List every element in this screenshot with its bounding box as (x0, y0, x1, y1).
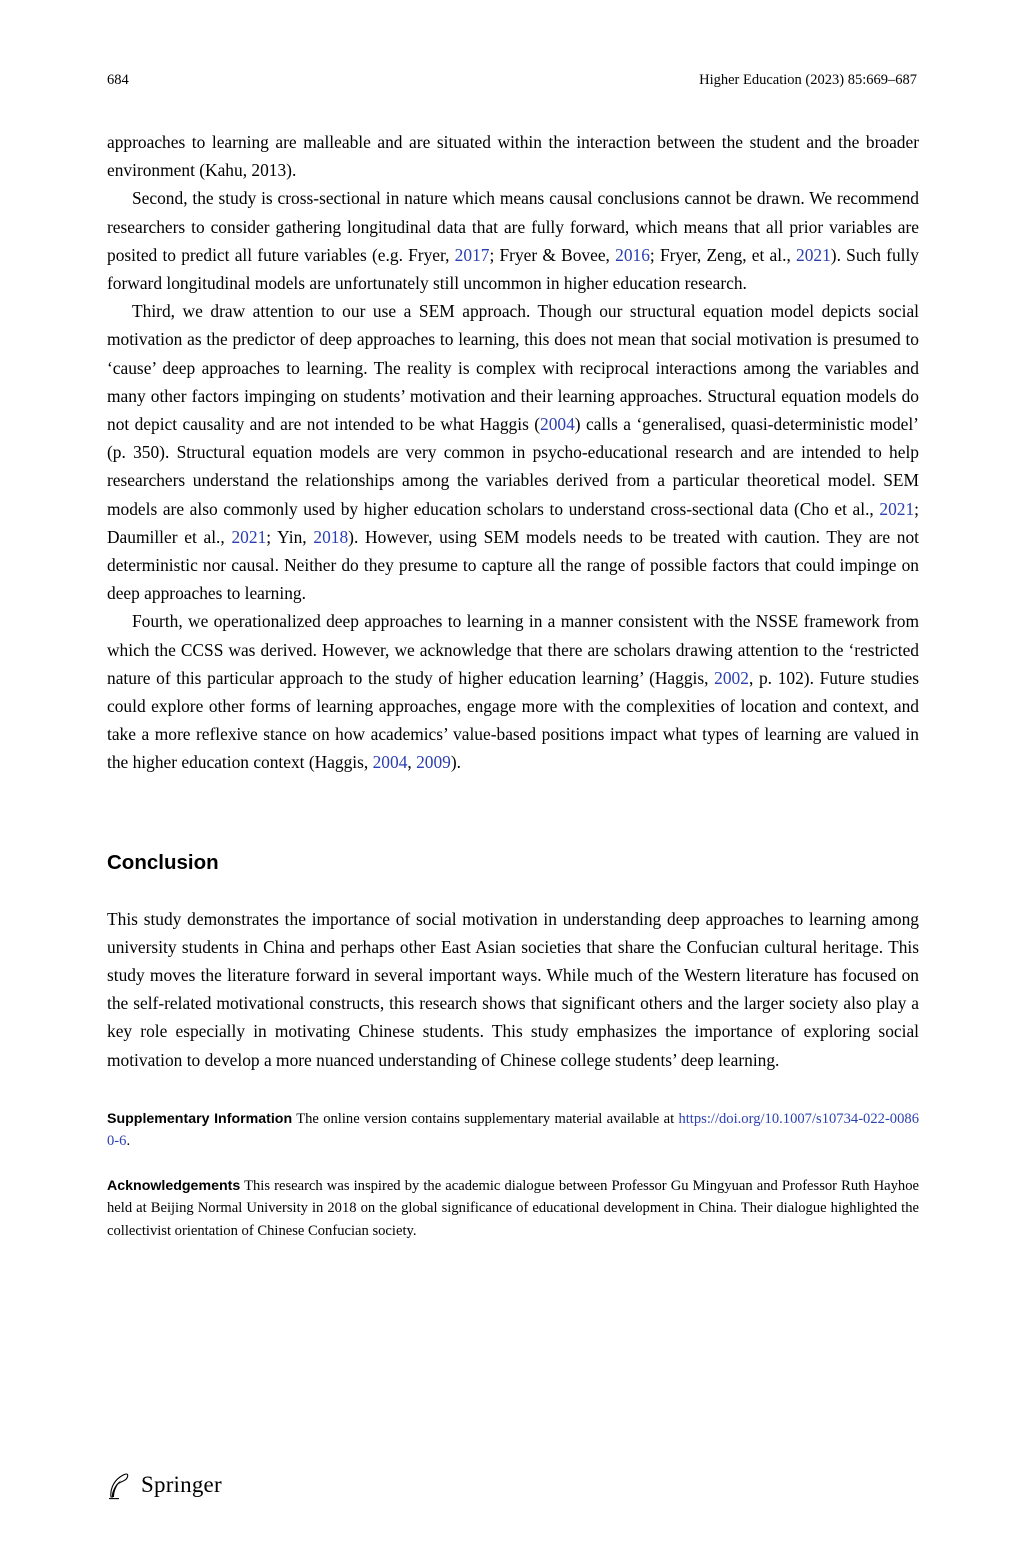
citation-link[interactable]: 2004 (540, 414, 575, 435)
citation-link[interactable]: 2016 (615, 244, 650, 265)
supplementary-label: Supplementary Information (107, 1110, 293, 1127)
supplementary-information: Supplementary Information The online version contains supplementary material available at https://doi.org/10.1007/s10734-022-00860-6. (107, 1110, 919, 1150)
citation-link[interactable]: 2004 (372, 752, 408, 773)
paragraph-fourth-limitation: Fourth, we operationalized deep approaches to learning in a manner consistent with the NSSE framework from which the CCSS was derived. However, we acknowledge that there are scholars drawing attention to the ‘restricted nature of this particular approach to the study of higher education learning’ (Haggis, 2002, p. 102). Future studies could explore other forms of learning approaches, engage more with the complexities of location and context, and take a more reflexive stance on how academics’ value-based positions impact what types of learning are valued in the higher education context (Haggis, 2004, 2009). (107, 611, 919, 773)
citation-link[interactable]: 2018 (313, 526, 349, 547)
publisher-name: Springer (141, 1472, 222, 1497)
citation-link[interactable]: 2021 (231, 526, 267, 547)
page-content (107, 128, 919, 1242)
journal-reference: Higher Education (2023) 85:669–687 (699, 72, 917, 88)
spacer (107, 777, 919, 851)
page-number: 684 (107, 72, 129, 88)
page-footer (107, 1470, 222, 1500)
citation-link[interactable]: 2009 (416, 752, 451, 773)
paragraph-conclusion: This study demonstrates the importance of social motivation in understanding deep approaches to learning among university students in China and perhaps other East Asian societies that share the Confucian cultural heritage. This study moves the literature forward in several important ways. While much of the Western literature has focused on the self-related motivational constructs, this research shows that significant others and the larger society also play a key role especially in motivating Chinese students. This study emphasizes the importance of exploring social motivation to develop a more nuanced understanding of Chinese college students’ deep learning. (107, 908, 919, 1070)
supplementary-doi-link[interactable]: https://doi.org/10.1007/s10734-022-00860-6 (107, 1110, 919, 1150)
spacer (107, 1153, 919, 1175)
paragraph-second-limitation: Second, the study is cross-sectional in nature which means causal conclusions cannot be drawn. We recommend researchers to consider gathering longitudinal data that are fully forward, which means that all prior variables are posited to predict all future variables (e.g. Fryer, 2017; Fryer & Bovee, 2016; Fryer, Zeng, et al., 2021). Such fully forward longitudinal models are unfortunately still uncommon in higher education research. (107, 188, 919, 294)
paragraph-third-limitation: Third, we draw attention to our use a SEM approach. Though our structural equation model depicts social motivation as the predictor of deep approaches to learning, this does not mean that social motivation is presumed to ‘cause’ deep approaches to learning. The reality is complex with reciprocal interactions among the variables and many other factors impinging on students’ motivation and their learning approaches. Structural equation models do not depict causality and are not intended to be what Haggis (2004) calls a ‘generalised, quasi-deterministic model’ (p. 350). Structural equation models are very common in psycho-educational research and are intended to help researchers understand the relationships among the variables derived from a particular theoretical model. SEM models are also commonly used by higher education scholars to understand cross-sectional data (Cho et al., 2021; Daumiller et al., 2021; Yin, 2018). However, using SEM models needs to be treated with caution. They are not deterministic nor causal. Neither do they presume to capture all the range of possible factors that could impinge on deep approaches to learning. (107, 301, 919, 604)
spacer (107, 875, 919, 905)
acknowledgements: Acknowledgements This research was inspired by the academic dialogue between Professor Gu Mingyuan and Professor Ruth Hayhoe held at Beijing Normal University in 2018 on the global significance of educational development in China. Their dialogue highlighted the collectivist orientation of Chinese Confucian society. (107, 1177, 919, 1239)
citation-link[interactable]: 2002 (714, 667, 749, 688)
page-header (107, 72, 917, 89)
paragraph-continued: approaches to learning are malleable and are situated within the interaction between the student and the broader environment (Kahu, 2013). (107, 132, 919, 181)
citation-link[interactable]: 2017 (454, 244, 490, 265)
citation-link[interactable]: 2021 (879, 498, 915, 519)
acknowledgements-label: Acknowledgements (107, 1177, 241, 1194)
springer-logo-icon (107, 1470, 133, 1500)
section-heading-conclusion: Conclusion (107, 850, 219, 874)
citation-link[interactable]: 2021 (796, 244, 831, 265)
spacer (107, 1074, 919, 1108)
